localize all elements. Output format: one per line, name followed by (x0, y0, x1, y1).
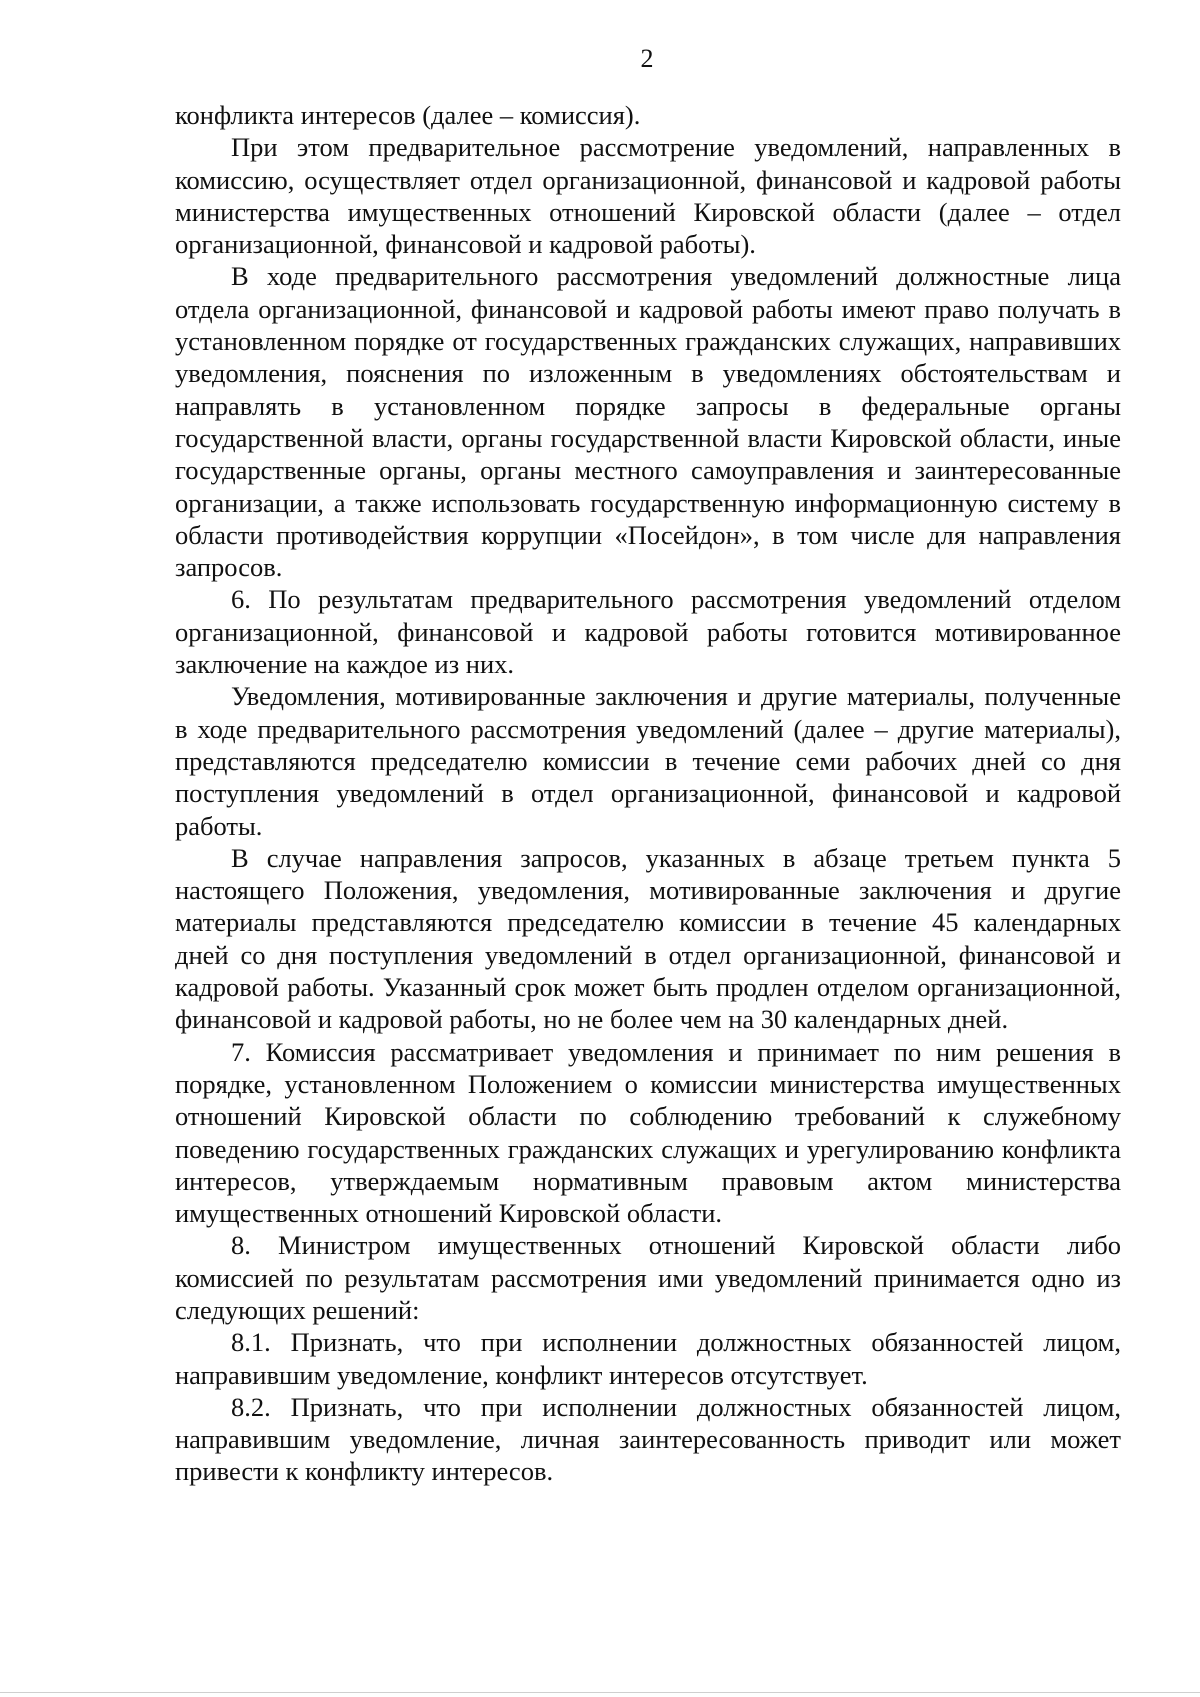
scan-edge-line (0, 1692, 1200, 1693)
paragraph-item-8-2: 8.2. Признать, что при исполнении должностных обязанностей лицом, направившим уведомление, личная заинтересованность приводит или может привести к конфликту интересов. (175, 1391, 1121, 1487)
document-body (175, 99, 1121, 1488)
paragraph-continuation: конфликта интересов (далее – комиссия). (175, 100, 641, 130)
paragraph-preliminary-review: При этом предварительное рассмотрение уведомлений, направленных в комиссию, осуществляет отдел организационной, финансовой и кадровой работы министерства имущественных отношений Кировской области (далее – отдел организационной, финансовой и кадровой работы). (175, 132, 1121, 260)
paragraph-item-6: 6. По результатам предварительного рассмотрения уведомлений отделом организационной, финансовой и кадровой работы готовится мотивированное заключение на каждое из них. (175, 584, 1121, 680)
paragraph-materials-submission: Уведомления, мотивированные заключения и другие материалы, полученные в ходе предварительного рассмотрения уведомлений (далее – другие материалы), представляются председателю комиссии в течение семи рабочих дней со дня поступления уведомлений в отдел организационной, финансовой и кадровой работы. (175, 681, 1121, 841)
paragraph-officials-rights: В ходе предварительного рассмотрения уведомлений должностные лица отдела организационной, финансовой и кадровой работы имеют право получать в установленном порядке от государственных гражданских служащих, направивших уведомления, пояснения по изложенным в уведомлениях обстоятельствам и направлять в установленном порядке запросы в федеральные органы государственной власти, органы государственной власти Кировской области, иные государственные органы, органы местного самоуправления и заинтересованные организации, а также использовать государственную информационную систему в области противодействия коррупции «Посейдон», в том числе для направления запросов. (175, 261, 1121, 583)
paragraph-item-8-1: 8.1. Признать, что при исполнении должностных обязанностей лицом, направившим уведомление, конфликт интересов отсутствует. (175, 1327, 1121, 1390)
paragraph-item-7: 7. Комиссия рассматривает уведомления и принимает по ним решения в порядке, установленном Положением о комиссии министерства имущественных отношений Кировской области по соблюдению требований к служебному поведению государственных гражданских служащих и урегулированию конфликта интересов, утверждаемым нормативным правовым актом министерства имущественных отношений Кировской области. (175, 1036, 1121, 1229)
paragraph-item-8: 8. Министром имущественных отношений Кировской области либо комиссией по результатам рассмотрения ими уведомлений принимается одно из следующих решений: (175, 1230, 1121, 1325)
page-number: 2 (640, 44, 654, 73)
paragraph-requests-deadline: В случае направления запросов, указанных в абзаце третьем пункта 5 настоящего Положения, уведомления, мотивированные заключения и другие материалы представляются председателю комиссии в течение 45 календарных дней со дня поступления уведомлений в отдел организационной, финансовой и кадровой работы. Указанный срок может быть продлен отделом организационной, финансовой и кадровой работы, но не более чем на 30 календарных дней. (175, 842, 1121, 1035)
